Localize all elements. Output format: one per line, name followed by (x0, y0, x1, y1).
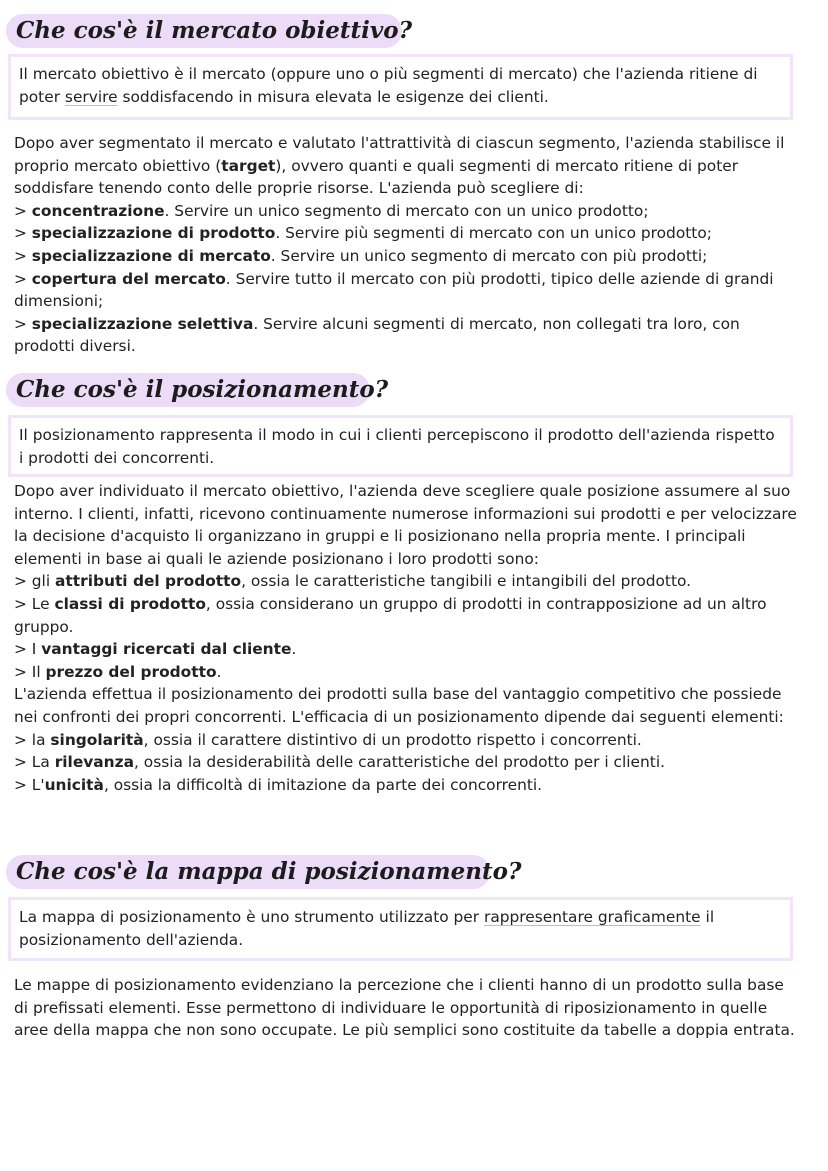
list-prefix: > L' (14, 775, 45, 794)
definition-highlight: servire (64, 87, 118, 106)
list-item (14, 570, 800, 593)
list-desc: . Servire tutto il mercato con più prodotti, tipico delle aziende di grandi dimensioni; (14, 269, 774, 311)
list-term: specializzazione di mercato (31, 246, 271, 265)
list-item: > copertura del mercato. Servire tutto il mercato con più prodotti, tipico delle aziende di grandi dimensioni; (14, 269, 774, 311)
list-desc: . Servire più segmenti di mercato con un unico prodotto; (275, 224, 712, 243)
intro-text: ), ovvero quanti e quali segmenti di mercato ritiene di poter soddisfare tenendo conto delle proprie risorse. L'azienda può scegliere di: (14, 156, 739, 198)
heading-posizionamento: Che cos'è il posizionamento? (6, 373, 370, 407)
list-desc: , ossia considerano un gruppo di prodotti in contrapposizione ad un altro gruppo. (14, 594, 767, 636)
list-prefix: > La (14, 753, 55, 772)
list-item: > specializzazione selettiva. Servire alcuni segmenti di mercato, non collegati tra loro, con prodotti diversi. (14, 314, 740, 356)
list-term: specializzazione selettiva (31, 314, 254, 333)
list-term: specializzazione di prodotto (31, 224, 276, 243)
list-prefix: > gli (14, 572, 56, 591)
list-desc: . (216, 662, 222, 681)
body-posizionamento (14, 480, 800, 796)
body-paragraph: Le mappe di posizionamento evidenziano la percezione che i clienti hanno di un prodotto sulla base di prefissati elementi. Esse permettono di individuare le opportunità di riposizionamento in quelle aree della mappa che non sono occupate. Le più semplici sono costituite da tabelle a doppia entrata. (14, 976, 795, 1040)
list-term: classi di prodotto (54, 594, 206, 613)
definition-text: Il posizionamento rappresenta il modo in cui i clienti percepiscono il prodotto dell'azienda rispetto i prodotti dei concorrenti. (19, 426, 775, 467)
list-item: > concentrazione. Servire un unico segmento di mercato con un unico prodotto; (14, 201, 649, 220)
list-item (14, 638, 800, 661)
intro-paragraph (14, 132, 800, 200)
definition-part: il posizionamento dell'azienda. (19, 908, 715, 949)
heading-mappa-posizionamento: Che cos'è la mappa di posizionamento? (6, 855, 490, 889)
definition-text (19, 906, 782, 951)
list-term: concentrazione (31, 201, 165, 220)
list-item (14, 593, 800, 638)
definition-box-posizionamento (8, 415, 793, 477)
list-prefix: > Il (14, 662, 46, 681)
list-desc: , ossia le caratteristiche tangibili e intangibili del prodotto. (241, 572, 692, 591)
list-term: rilevanza (54, 753, 134, 772)
list-desc: . Servire un unico segmento di mercato con un unico prodotto; (164, 201, 649, 220)
list-term: unicità (44, 775, 104, 794)
definition-part: Il mercato obiettivo è il mercato (oppure uno o più segmenti di mercato) che l'azienda ritiene di poter (19, 65, 758, 106)
definition-box-mappa (8, 897, 793, 961)
list-item (14, 729, 800, 752)
definition-highlight: rappresentare graficamente (484, 908, 701, 926)
list-prefix: > I (14, 640, 42, 659)
definition-part: La mappa di posizionamento è uno strumento utilizzato per (19, 908, 484, 926)
list-desc: , ossia la desiderabilità delle caratteristiche del prodotto per i clienti. (134, 753, 665, 772)
list-item (14, 661, 800, 684)
definition-part: soddisfacendo in misura elevata le esigenze dei clienti. (117, 87, 549, 106)
list-prefix: > Le (14, 594, 55, 613)
list-term: copertura del mercato (31, 269, 226, 288)
heading-mercato-obiettivo: Che cos'è il mercato obiettivo? (6, 14, 402, 48)
list-item: > specializzazione di prodotto. Servire più segmenti di mercato con un unico prodotto; (14, 224, 712, 243)
list-term: prezzo del prodotto (45, 662, 217, 681)
list-item: > specializzazione di mercato. Servire un unico segmento di mercato con più prodotti; (14, 246, 708, 265)
body-mercato-obiettivo (14, 132, 800, 358)
definition-box-mercato-obiettivo (8, 54, 793, 120)
list-desc: . Servire un unico segmento di mercato con più prodotti; (270, 246, 708, 265)
list-term: attributi del prodotto (55, 572, 242, 591)
list-item (14, 774, 800, 797)
list-desc: , ossia la difficoltà di imitazione da parte dei concorrenti. (103, 775, 543, 794)
list-desc: , ossia il carattere distintivo di un prodotto rispetto i concorrenti. (143, 730, 642, 749)
definition-text (19, 63, 782, 108)
list-desc: . Servire alcuni segmenti di mercato, non collegati tra loro, con prodotti diversi. (14, 314, 740, 356)
intro-paragraph: Dopo aver individuato il mercato obiettivo, l'azienda deve scegliere quale posizione assumere al suo interno. I clienti, infatti, ricevono continuamente numerose informazioni sui prodotti e per velocizzare la decisione d'acquisto li organizzano in gruppi e li posizionano nella propria mente. I principali elementi in base ai quali le aziende posizionano i loro prodotti sono: (14, 482, 797, 568)
intro-bold-term: target (221, 156, 276, 175)
list-desc: . (291, 640, 297, 659)
body-mappa (14, 974, 800, 1042)
intro-text: Dopo aver segmentato il mercato e valutato l'attrattività di ciascun segmento, l'azienda stabilisce il proprio mercato obiettivo ( (14, 134, 785, 175)
list-item (14, 751, 800, 774)
effectiveness-paragraph: L'azienda effettua il posizionamento dei prodotti sulla base del vantaggio competitivo che possiede nei confronti dei propri concorrenti. L'efficacia di un posizionamento dipende dai seguenti elementi: (14, 685, 784, 726)
list-term: singolarità (50, 730, 144, 749)
list-term: vantaggi ricercati dal cliente (41, 640, 292, 659)
list-prefix: > la (14, 730, 51, 749)
